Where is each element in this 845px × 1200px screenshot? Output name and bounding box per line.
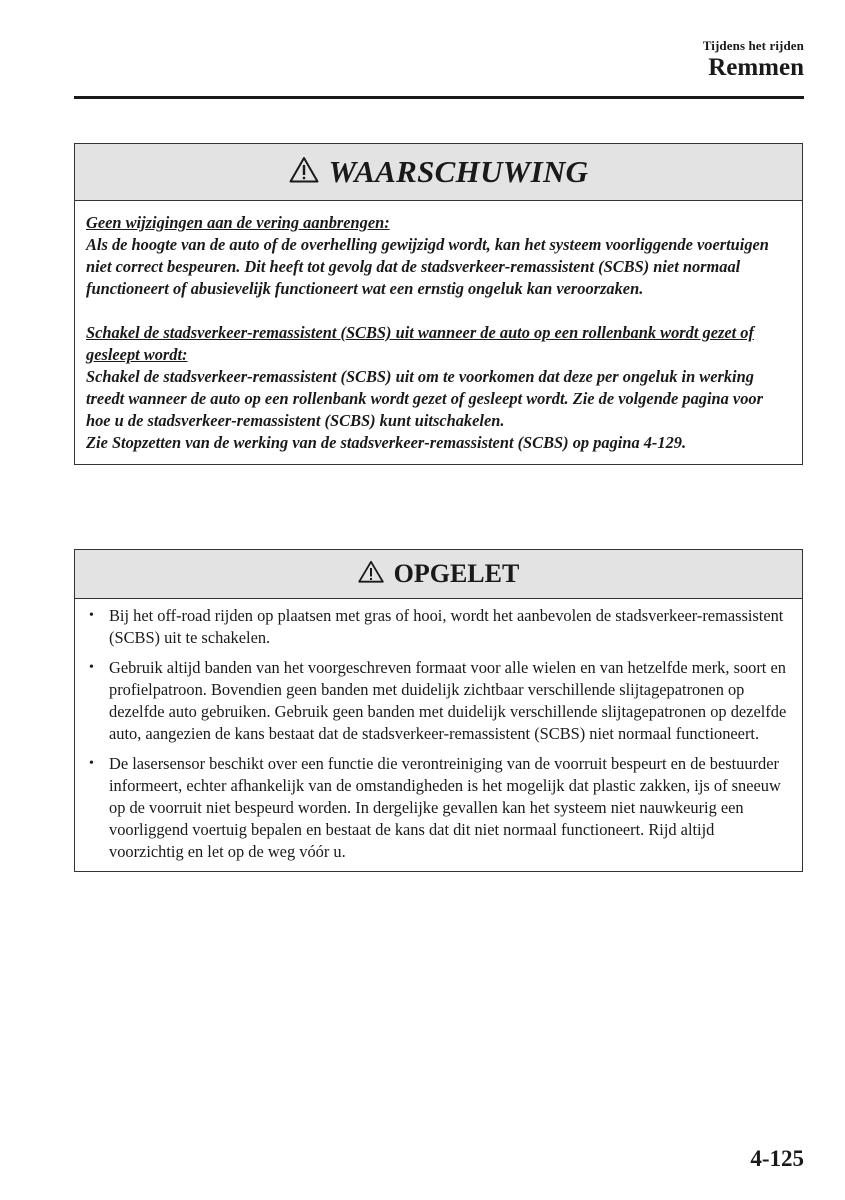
list-item xyxy=(87,605,788,649)
list-item xyxy=(87,657,788,745)
warning-paragraph-heading: Geen wijzigingen aan de vering aanbrengen: xyxy=(86,213,390,232)
header-divider xyxy=(74,96,804,99)
page-number: 4-125 xyxy=(750,1146,804,1171)
caution-title: OPGELET xyxy=(393,559,520,588)
list-item-text: Bij het off-road rijden op plaatsen met gras of hooi, wordt het aanbevolen de stadsverkeer-remassistent (SCBS) uit te schakelen. xyxy=(109,606,784,647)
caution-box xyxy=(74,549,803,872)
warning-body xyxy=(75,201,802,464)
warning-header xyxy=(75,144,802,201)
warning-box xyxy=(74,143,803,465)
warning-paragraph-text: Schakel de stadsverkeer-remassistent (SCBS) uit om te voorkomen dat deze per ongeluk in werking treedt wanneer de auto op een rollenbank wordt gezet of gesleept wordt. Zie de volgende pagina voor hoe u de stadsverkeer-remassistent (SCBS) kunt uitschakelen. xyxy=(86,367,763,430)
caution-list xyxy=(87,605,788,863)
list-item-text: De lasersensor beschikt over een functie die verontreiniging van de voorruit bespeurt en de bestuurder informeert, echter afhankelijk van de omstandigheden is het mogelijk dat plastic zakken, ijs of sneeuw op de voorruit niet bespeurd worden. In dergelijke gevallen kan het systeem niet nauwkeurig een voorliggend voertuig bepalen en bestaat de kans dat dit niet normaal functioneert. Rijd altijd voorzichtig en let op de weg vóór u. xyxy=(109,754,781,861)
page-title: Remmen xyxy=(708,54,804,81)
bullet-icon: • xyxy=(89,756,94,771)
caution-body xyxy=(75,599,802,871)
warning-page-reference: Zie Stopzetten van de werking van de stadsverkeer-remassistent (SCBS) op pagina 4-129. xyxy=(86,433,687,452)
caution-header xyxy=(75,550,802,599)
warning-paragraph xyxy=(86,322,790,454)
warning-paragraph-text: Als de hoogte van de auto of de overhelling gewijzigd wordt, kan het systeem voorliggende voertuigen niet correct bespeuren. Dit heeft tot gevolg dat de stadsverkeer-remassistent (SCBS) niet normaal functioneert of abusievelijk functioneert wat een ernstig ongeluk kan veroorzaken. xyxy=(86,235,769,298)
warning-triangle-icon xyxy=(358,560,384,588)
warning-triangle-icon xyxy=(289,156,319,188)
warning-paragraph-heading: Schakel de stadsverkeer-remassistent (SCBS) uit wanneer de auto op een rollenbank wordt gezet of gesleept wordt: xyxy=(86,323,754,364)
section-label: Tijdens het rijden xyxy=(702,38,804,53)
warning-paragraph xyxy=(86,212,790,300)
list-item-text: Gebruik altijd banden van het voorgeschreven formaat voor alle wielen en van hetzelfde merk, soort en profielpatroon. Bovendien geen banden met duidelijk zichtbaar verschillende slijtagepatronen op dezelfde auto gebruiken. Gebruik geen banden met duidelijk verschillende slijtagepatronen op dezelfde auto, aangezien de kans bestaat dat de stadsverkeer-remassistent (SCBS) niet normaal functioneert. xyxy=(109,658,787,743)
list-item xyxy=(87,753,788,863)
bullet-icon: • xyxy=(89,660,94,675)
warning-title: WAARSCHUWING xyxy=(328,154,589,189)
bullet-icon: • xyxy=(89,608,94,623)
